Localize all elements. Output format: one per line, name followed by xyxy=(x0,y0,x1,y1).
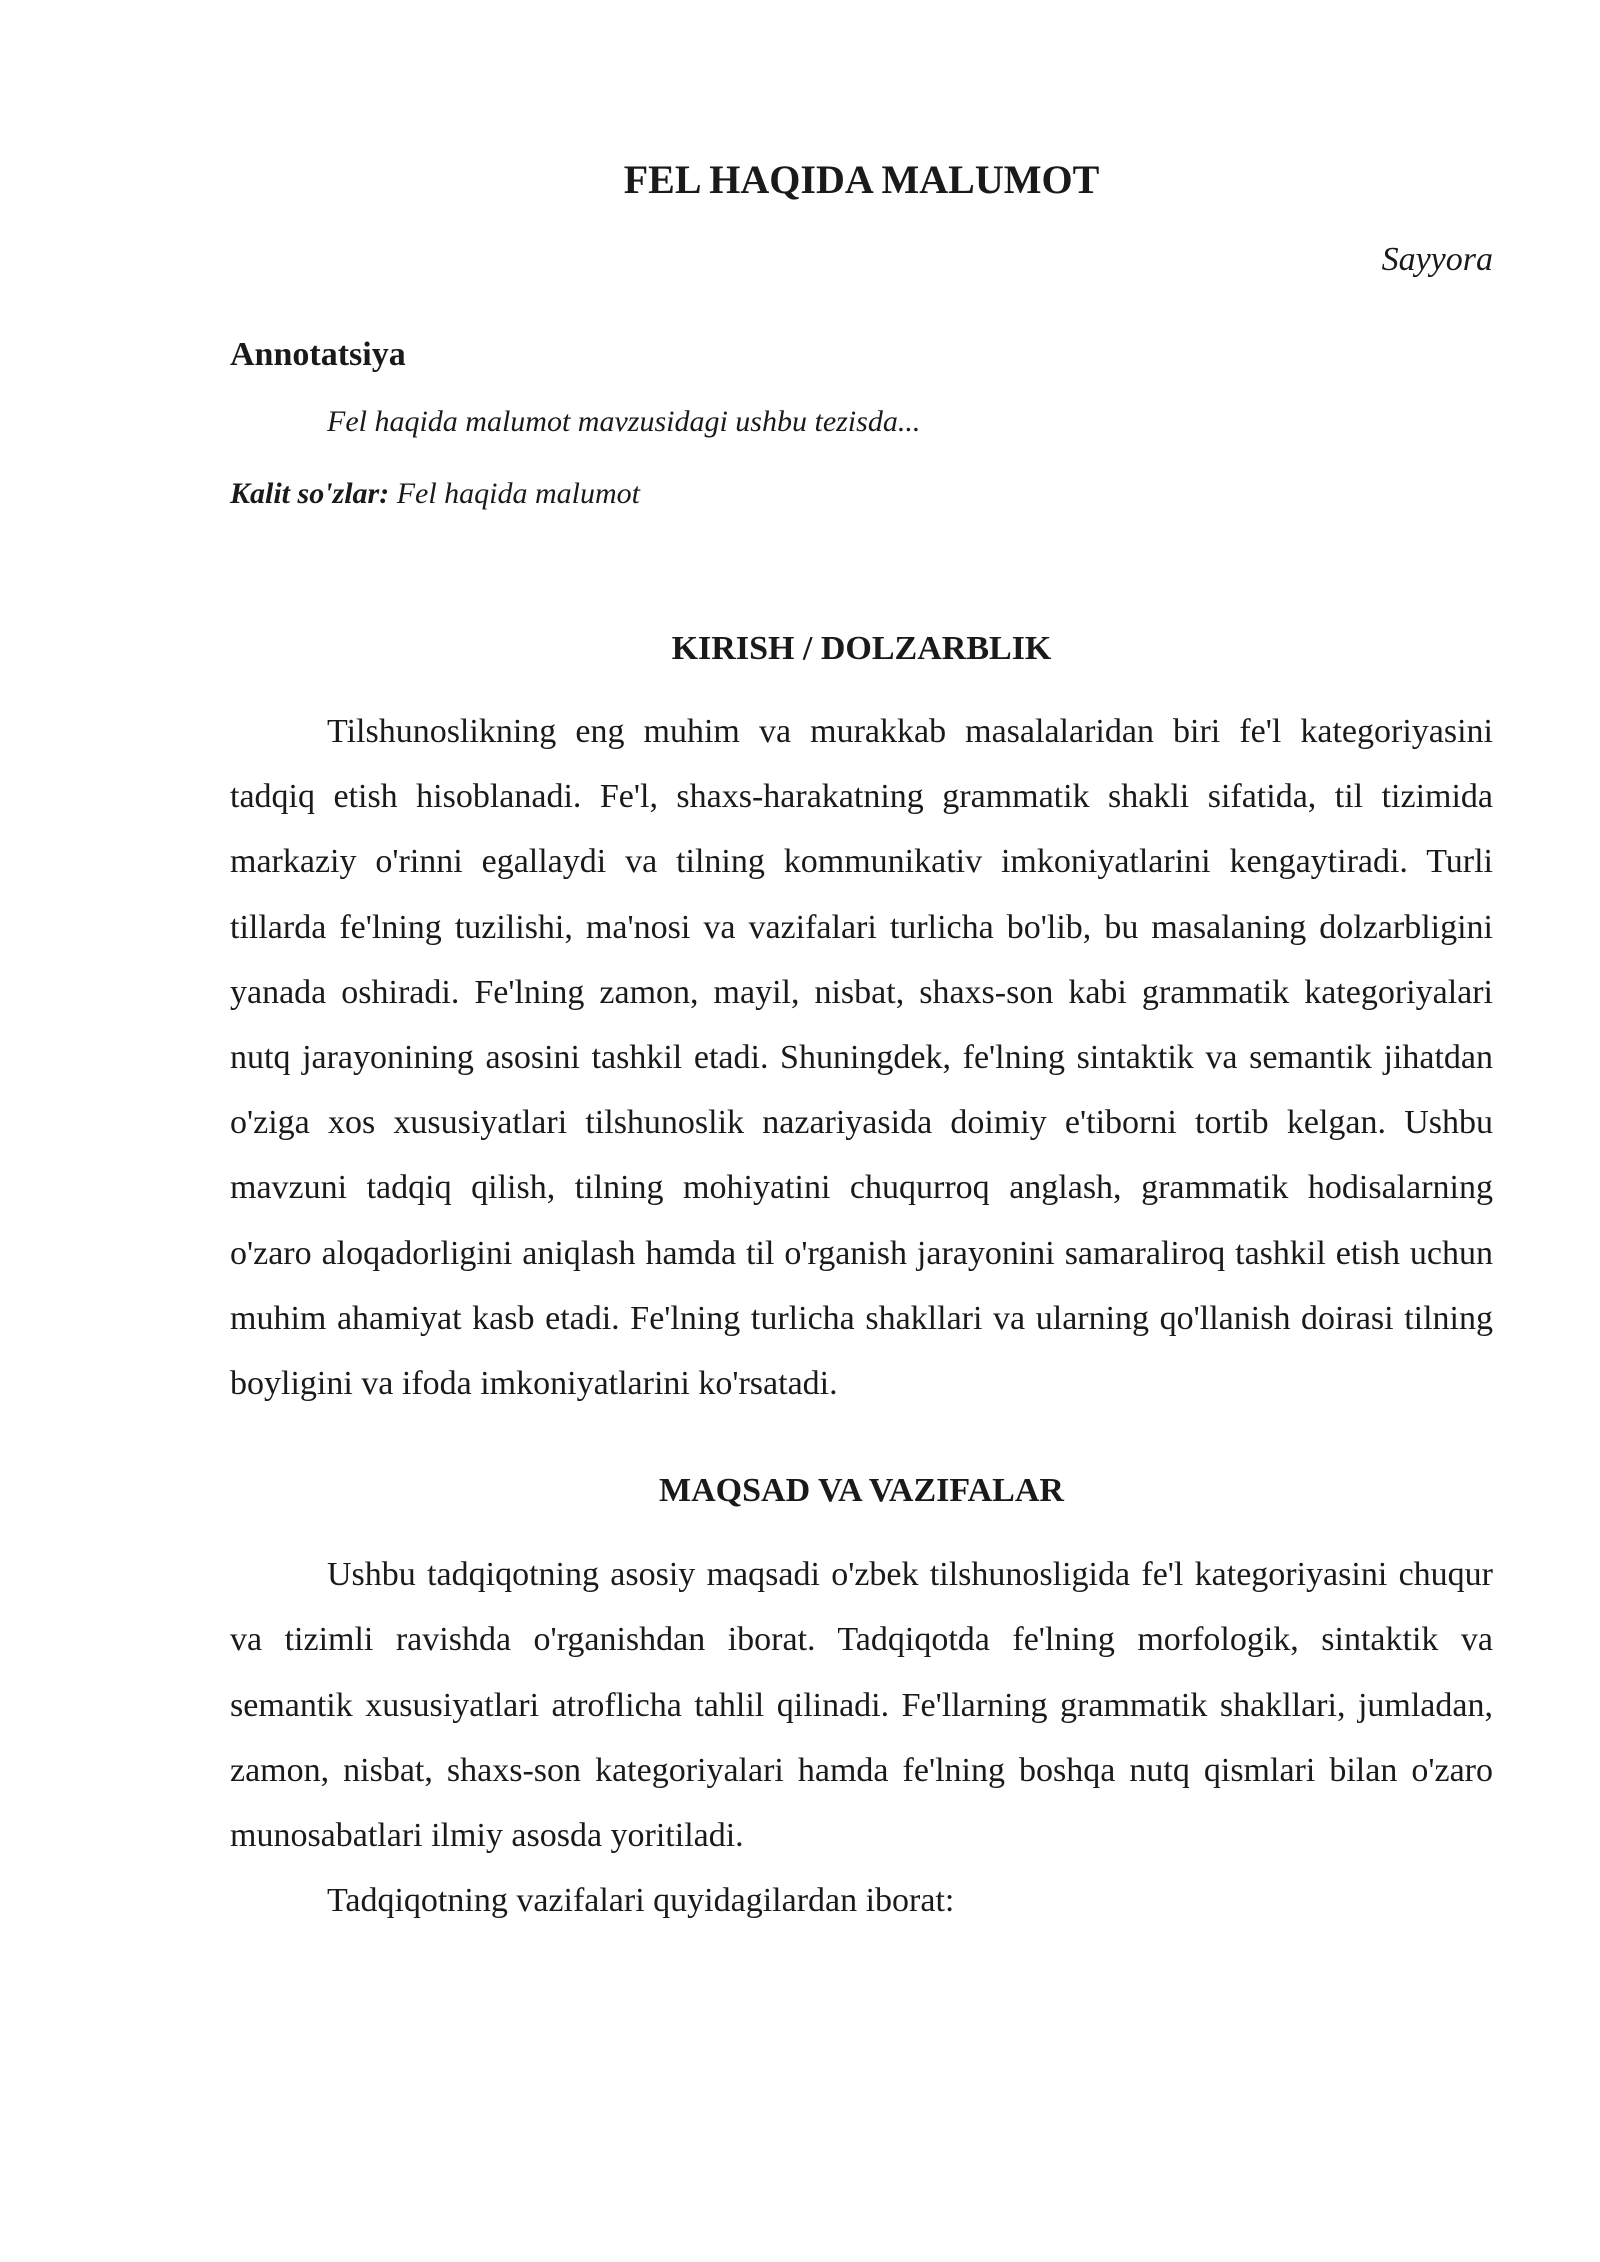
document-page xyxy=(230,150,1493,1933)
paragraph-kirish: Tilshunoslikning eng muhim va murakkab masalalaridan biri fe'l kategoriyasini tadqiq etish hisoblanadi. Fe'l, shaxs-harakatning grammatik shakli sifatida, til tizimida markaziy o'rinni egallaydi va tilning kommunikativ imkoniyatlarini kengaytiradi. Turli tillarda fe'lning tuzilishi, ma'nosi va vazifalari turlicha bo'lib, bu masalaning dolzarbligini yanada oshiradi. Fe'lning zamon, mayil, nisbat, shaxs-son kabi grammatik kategoriyalari nutq jarayonining asosini tashkil etadi. Shuningdek, fe'lning sintaktik va semantik jihatdan o'ziga xos xususiyatlari tilshunoslik nazariyasida doimiy e'tiborni tortib kelgan. Ushbu mavzuni tadqiq qilish, tilning mohiyatini chuqurroq anglash, grammatik hodisalarning o'zaro aloqadorligini aniqlash hamda til o'rganish jarayonini samaraliroq tashkil etish uchun muhim ahamiyat kasb etadi. Fe'lning turlicha shakllari va ularning qo'llanish doirasi tilning boyligini va ifoda imkoniyatlarini ko'rsatadi. xyxy=(230,713,1493,1403)
document-title: FEL HAQIDA MALUMOT xyxy=(623,157,1100,202)
section-heading-kirish: KIRISH / DOLZARBLIK xyxy=(671,630,1052,667)
author-name: Sayyora xyxy=(1381,241,1493,278)
annotation-text: Fel haqida malumot mavzusidagi ushbu tezisda... xyxy=(327,405,921,438)
paragraph-maqsad: Ushbu tadqiqotning asosiy maqsadi o'zbek tilshunosligida fe'l kategoriyasini chuqur va tizimli ravishda o'rganishdan iborat. Tadqiqotda fe'lning morfologik, sintaktik va semantik xususiyatlari atroflicha tahlil qilinadi. Fe'llarning grammatik shakllari, jumladan, zamon, nisbat, shaxs-son kategoriyalari hamda fe'lning boshqa nutq qismlari bilan o'zaro munosabatlari ilmiy asosda yoritiladi. xyxy=(230,1556,1493,1855)
annotation-heading: Annotatsiya xyxy=(230,336,406,373)
paragraph-vazifalar: Tadqiqotning vazifalari quyidagilardan iborat: xyxy=(327,1882,955,1920)
keywords-label: Kalit so'zlar: xyxy=(230,477,390,510)
keywords-line xyxy=(230,472,1493,516)
section-heading-maqsad: MAQSAD VA VAZIFALAR xyxy=(659,1472,1064,1510)
keywords-value: Fel haqida malumot xyxy=(389,477,641,510)
